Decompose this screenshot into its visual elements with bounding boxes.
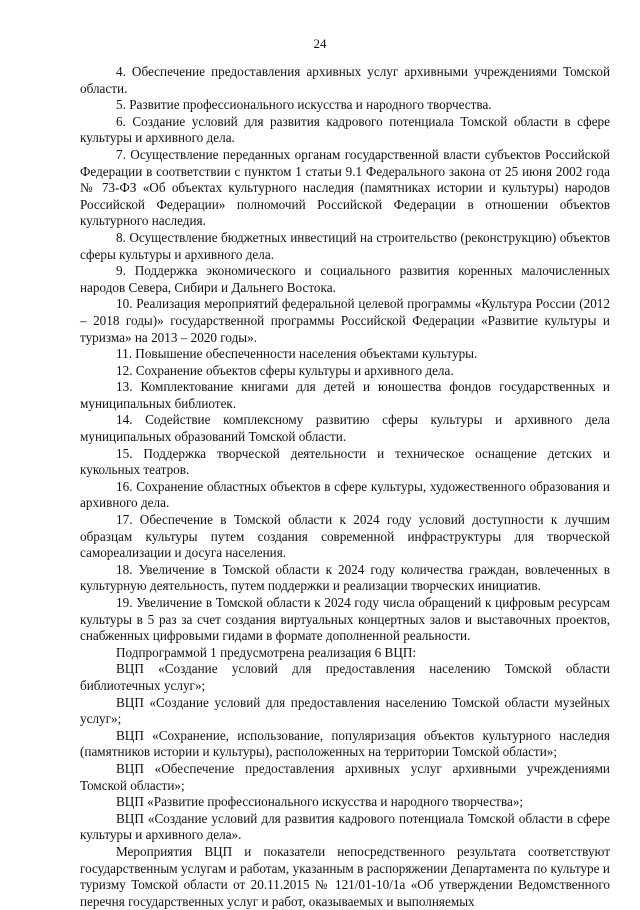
paragraph: ВЦП «Обеспечение предоставления архивных услуг архивными учреждениями Томской области»; bbox=[80, 760, 610, 793]
paragraph: 9. Поддержка экономического и социального развития коренных малочисленных народов Севера, Сибири и Дальнего Востока. bbox=[80, 263, 610, 295]
paragraph: ВЦП «Создание условий для развития кадрового потенциала Томской области в сфере культуры и архивного дела». bbox=[80, 810, 610, 843]
paragraph: 4. Обеспечение предоставления архивных услуг архивными учреждениями Томской области. bbox=[80, 64, 610, 96]
paragraph: ВЦП «Создание условий для предоставления населению Томской области музейных услуг»; bbox=[80, 694, 610, 727]
paragraph: 13. Комплектование книгами для детей и юношества фондов государственных и муниципальных библиотек. bbox=[80, 379, 610, 411]
paragraph: 6. Создание условий для развития кадрового потенциала Томской области в сфере культуры и архивного дела. bbox=[80, 113, 610, 146]
paragraph: 16. Сохранение областных объектов в сфере культуры, художественного образования и архивного дела. bbox=[80, 478, 610, 511]
paragraph: 10. Реализация мероприятий федеральной целевой программы «Культура России (2012 – 2018 годы)» государственной программы Российской Федерации «Развитие культуры и туризма» на 2013 – 2020 годы». bbox=[80, 296, 610, 345]
document-body bbox=[80, 64, 610, 910]
paragraph: Мероприятия ВЦП и показатели непосредственного результата соответствуют государственным услугам и работам, указанным в распоряжении Департамента по культуре и туризму Томской области от 20.11.2015 № 121/01-10/1а «Об утверждении Ведомственного перечня государственных услуг и работ, оказываемых и выполняемых bbox=[80, 843, 610, 909]
page-number: 24 bbox=[313, 36, 327, 51]
paragraph: 7. Осуществление переданных органам государственной власти субъектов Российской Федерации в соответствии с пунктом 1 статьи 9.1 Федерального закона от 25 июня 2002 года № 73-ФЗ «Об объектах культурного наследия (памятниках истории и культуры) народов Российской Федерации» полномочий Российской Федерации в отношении объектов культурного наследия. bbox=[80, 146, 610, 229]
paragraph: ВЦП «Создание условий для предоставления населению Томской области библиотечных услуг»; bbox=[80, 661, 610, 693]
paragraph: ВЦП «Сохранение, использование, популяризация объектов культурного наследия (памятников истории и культуры), расположенных на территории Томской области»; bbox=[80, 727, 610, 760]
paragraph: 19. Увеличение в Томской области к 2024 году числа обращений к цифровым ресурсам культуры в 5 раз за счет создания виртуальных концертных залов и выставочных проектов, снабженных цифровыми гидами в формате дополненной реальности. bbox=[80, 595, 610, 644]
paragraph: 8. Осуществление бюджетных инвестиций на строительство (реконструкцию) объектов сферы культуры и архивного дела. bbox=[80, 229, 610, 262]
paragraph: 11. Повышение обеспеченности населения объектами культуры. bbox=[116, 346, 478, 362]
paragraph: ВЦП «Развитие профессионального искусства и народного творчества»; bbox=[116, 794, 524, 810]
paragraph: 18. Увеличение в Томской области к 2024 году количества граждан, вовлеченных в культурную деятельность, путем поддержки и реализации творческих инициатив. bbox=[80, 561, 610, 594]
paragraph: 12. Сохранение объектов сферы культуры и архивного дела. bbox=[116, 362, 454, 378]
paragraph: Подпрограммой 1 предусмотрена реализация 6 ВЦП: bbox=[116, 644, 417, 660]
paragraph: 17. Обеспечение в Томской области к 2024 году условий доступности к лучшим образцам культуры путем создания современной инфраструктуры для творческой самореализации и досуга населения. bbox=[80, 512, 610, 561]
paragraph: 15. Поддержка творческой деятельности и техническое оснащение детских и кукольных театров. bbox=[80, 445, 610, 478]
paragraph: 14. Содействие комплексному развитию сферы культуры и архивного дела муниципальных образований Томской области. bbox=[80, 412, 610, 445]
paragraph: 5. Развитие профессионального искусства и народного творчества. bbox=[116, 97, 492, 113]
